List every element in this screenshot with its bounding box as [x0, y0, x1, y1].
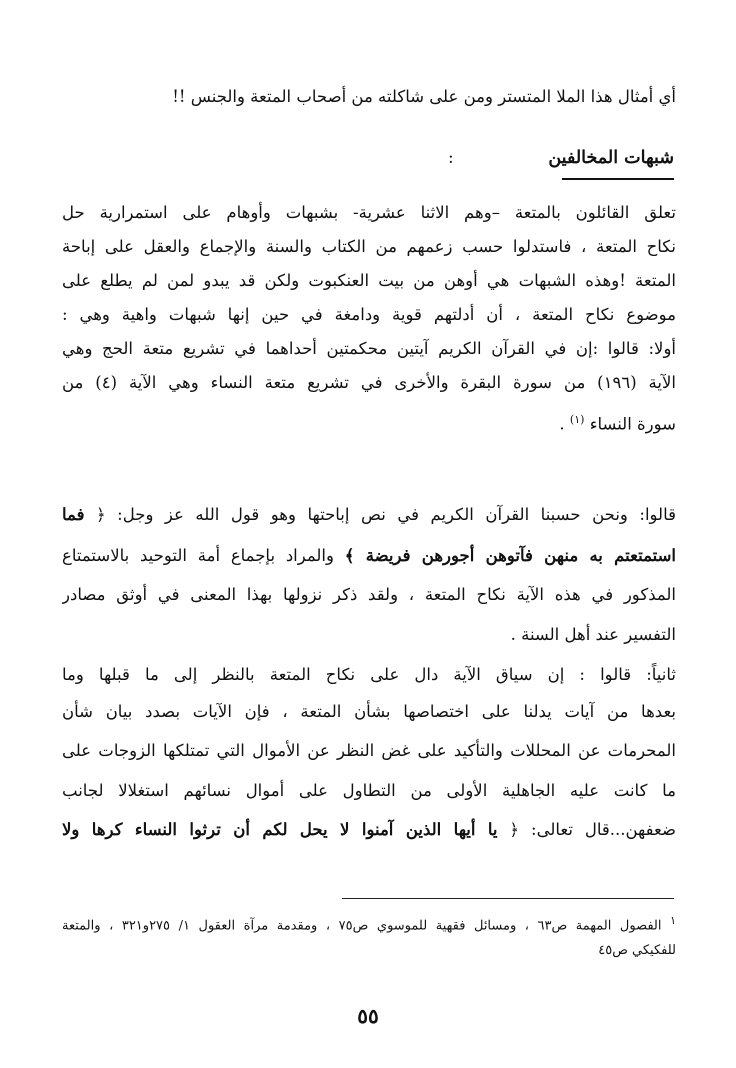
section-heading: شبهات المخالفين — [548, 148, 674, 168]
paragraph-line: ثانياً: قالوا : إن سياق الآية دال على نكاح المتعة بالنظر إلى ما قبلها وما — [62, 665, 676, 684]
paragraph-line — [62, 500, 676, 530]
heading-colon: : — [448, 148, 454, 168]
verse-intro: ضعفهن...قال تعالى: ﴿ — [497, 820, 676, 839]
verse-intro: قالوا: ونحن حسبنا القرآن الكريم في نص إباحتها وهو قول الله عز وجل: ﴿ — [96, 505, 676, 524]
paragraph-line-last — [62, 405, 676, 440]
verse-text: استمتعتم به منهن فآتوهن أجورهن فريضة ﴾ — [344, 546, 676, 565]
paragraph-line — [62, 815, 676, 845]
paragraph-line: المحرمات عن المحللات والتأكيد على غض النظر عن الأموال التي تمتلكها الزوجات على — [62, 741, 676, 760]
heading-underline — [562, 178, 674, 180]
verse-text: فما — [62, 505, 85, 524]
page-number: ٥٥ — [357, 1004, 379, 1028]
paragraph-line: نكاح المتعة ، فاستدلوا حسب زعمهم من الكتاب والسنة والإجماع والعقل على إباحة — [62, 237, 676, 256]
paragraph-line: المتعة !وهذه الشبهات هي أوهن من بيت العنكبوت ولكن قد يبدو لمن لم يطلع على — [62, 271, 676, 290]
footnote-line — [62, 908, 676, 939]
footnote-marker: ١ — [670, 914, 676, 927]
citation-end: . — [559, 414, 565, 434]
paragraph-line: ما كانت عليه الجاهلية الأولى من التطاول على أموال نسائهم استغلالا لجانب — [62, 781, 676, 800]
paragraph-line: الآية (١٩٦) من سورة البقرة والأخرى في تشريع متعة النساء وهي الآية (٤) من — [62, 373, 676, 392]
paragraph-line: المذكور في هذه الآية نكاح المتعة ، ولقد ذكر نزولها بهذا المعنى في أوثق مصادر — [62, 585, 676, 604]
verse-text: يا أيها الذين آمنوا لا يحل لكم أن ترثوا النساء كرها ولا — [62, 820, 498, 839]
footnote-line: للفكيكي ص٤٥ — [598, 943, 676, 958]
intro-line: أي أمثال هذا الملا المتستر ومن على شاكلته من أصحاب المتعة والجنس !! — [172, 87, 676, 106]
paragraph-line: موضوع نكاح المتعة ، أن أدلتهم قوية ودامغة في حين إنها شبهات واهية وهي : — [62, 305, 676, 324]
paragraph-line — [62, 541, 676, 571]
paragraph-line: أولا: قالوا :إن في القرآن الكريم آيتين محكمتين أحداهما في تشريع متعة الحج وهي — [62, 339, 676, 358]
footnote-reference: (١) — [569, 413, 585, 426]
paragraph-line: تعلق القائلون بالمتعة –وهم الاثنا عشرية- بشبهات وأوهام على استمرارية حل — [62, 203, 676, 222]
paragraph-line: بعدها من آيات يدلنا على اختصاصها بشأن المتعة ، فإن الآيات بصدد بيان شأن — [62, 702, 676, 721]
citation-text: سورة النساء — [589, 414, 676, 434]
paragraph-line-last: التفسير عند أهل السنة . — [510, 625, 676, 644]
footnote-text: الفصول المهمة ص٦٣ ، ومسائل فقهية للموسوي ص٧٥ ، ومقدمة مرآة العقول ١/ ٢٧٥و٣٢١ ، والمتعة — [62, 918, 662, 934]
footnote-separator — [342, 898, 674, 899]
verse-commentary: والمراد بإجماع أمة التوحيد بالاستمتاع — [62, 546, 334, 565]
